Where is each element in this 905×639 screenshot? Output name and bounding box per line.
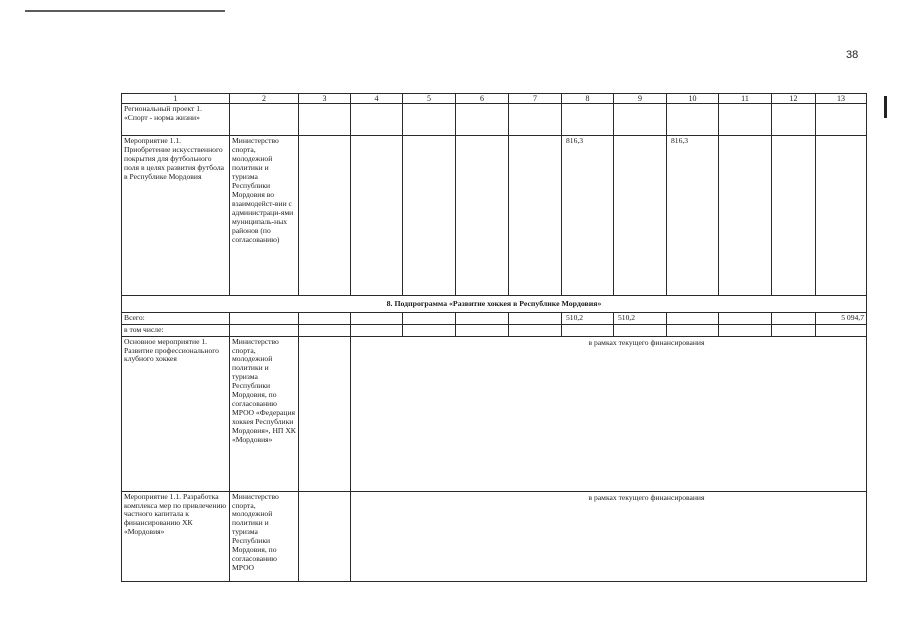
including-label: в том числе:	[122, 324, 230, 336]
financing-note: в рамках текущего финансирования	[351, 336, 867, 491]
value-col10: 816,3	[667, 136, 719, 296]
header-cell: 10	[667, 94, 719, 104]
financing-note: в рамках текущего финансирования	[351, 491, 867, 581]
measure-executor: Министерство спорта, молодежной политики и туризма Республики Мордовия, по согласованию МРОО	[230, 491, 299, 581]
header-cell: 13	[816, 94, 867, 104]
scan-edge-mark	[884, 96, 887, 118]
measure-name: Мероприятие 1.1. Приобретение искусственного покрытия для футбольного поля в целях развития футбола в Республике Мордовия	[122, 136, 230, 296]
header-cell: 2	[230, 94, 299, 104]
header-cell: 6	[456, 94, 509, 104]
header-cell: 8	[562, 94, 614, 104]
header-row	[122, 94, 867, 104]
header-cell: 4	[351, 94, 403, 104]
header-cell: 7	[509, 94, 562, 104]
scan-edge-line	[25, 10, 225, 12]
header-cell: 12	[772, 94, 816, 104]
total-col9: 510,2	[614, 312, 667, 324]
header-cell: 9	[614, 94, 667, 104]
regional-project-title: Региональный проект 1. «Спорт - норма жизни»	[122, 104, 230, 136]
section-row	[122, 296, 867, 312]
main-measure-row	[122, 336, 867, 491]
value-col8: 816,3	[562, 136, 614, 296]
header-cell: 1	[122, 94, 230, 104]
total-row	[122, 312, 867, 324]
section-title: 8. Подпрограмма «Развитие хоккея в Республике Мордовия»	[122, 296, 867, 312]
header-cell: 3	[299, 94, 351, 104]
measure-football-row	[122, 136, 867, 296]
page-number: 38	[846, 49, 859, 61]
budget-table	[121, 93, 867, 582]
total-col13: 5 094,7	[816, 312, 867, 324]
total-label: Всего:	[122, 312, 230, 324]
main-measure-executor: Министерство спорта, молодежной политики и туризма Республики Мордовия, по согласованию МРОО «Федерация хоккея Республики Мордовия», НП ХК «Мордовия»	[230, 336, 299, 491]
main-measure-name: Основное мероприятие 1. Развитие профессионального клубного хоккея	[122, 336, 230, 491]
including-row	[122, 324, 867, 336]
measure-name: Мероприятие 1.1. Разработка комплекса мер по привлечению частного капитала к финансированию ХК «Мордовия»	[122, 491, 230, 581]
measure-hockey-row	[122, 491, 867, 581]
header-cell: 5	[403, 94, 456, 104]
regional-project-row	[122, 104, 867, 136]
measure-executor: Министерство спорта, молодежной политики и туризма Республики Мордовия во взаимодейст-вии с администраци-ями муниципаль-ных районов (по согласованию)	[230, 136, 299, 296]
header-cell: 11	[719, 94, 772, 104]
total-col8: 510,2	[562, 312, 614, 324]
